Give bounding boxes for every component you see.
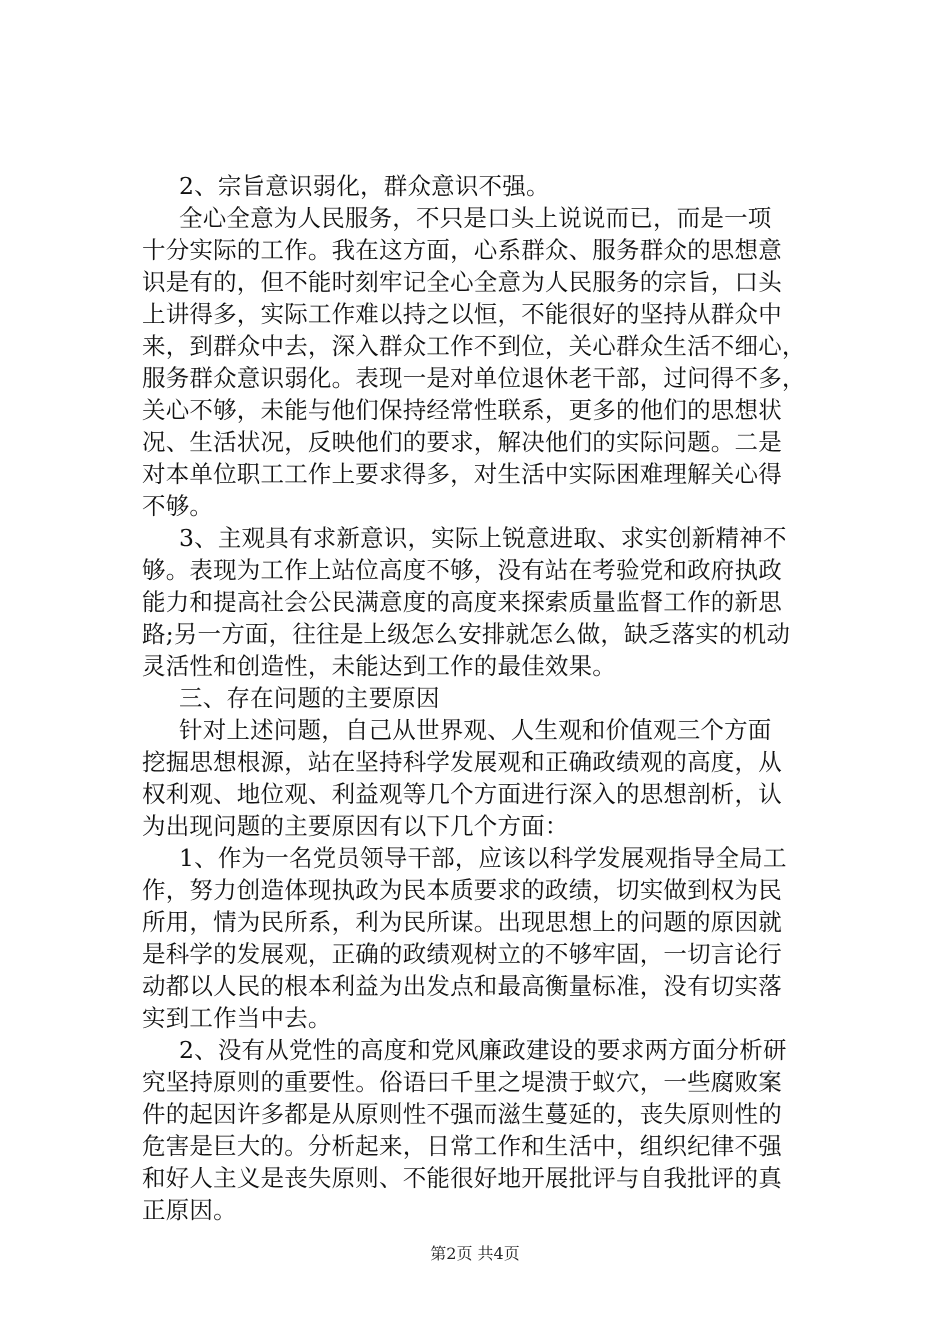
- text-line: 对本单位职工工作上要求得多，对生活中实际困难理解关心得: [142, 460, 782, 488]
- text-line: 况、生活状况，反映他们的要求，解决他们的实际问题。二是: [142, 428, 782, 456]
- text-line: 究坚持原则的重要性。俗语曰千里之堤溃于蚁穴，一些腐败案: [142, 1068, 782, 1096]
- text-line: 挖掘思想根源，站在坚持科学发展观和正确政绩观的高度，从: [142, 748, 782, 776]
- page-footer: 第2页 共4页: [430, 1244, 520, 1263]
- text-line: 权利观、地位观、利益观等几个方面进行深入的思想剖析，认: [142, 780, 782, 808]
- text-line: 能力和提高社会公民满意度的高度来探索质量监督工作的新思: [142, 588, 782, 616]
- text-line: 为出现问题的主要原因有以下几个方面：: [142, 812, 569, 840]
- text-line: 上讲得多，实际工作难以持之以恒，不能很好的坚持从群众中: [142, 300, 782, 328]
- text-line: 来，到群众中去，深入群众工作不到位，关心群众生活不细心，: [142, 332, 806, 360]
- text-line: 不够。: [142, 492, 214, 520]
- text-line: 识是有的，但不能时刻牢记全心全意为人民服务的宗旨，口头: [142, 268, 782, 296]
- text-line: 正原因。: [142, 1196, 237, 1224]
- text-line: 件的起因许多都是从原则性不强而滋生蔓延的，丧失原则性的: [142, 1100, 782, 1128]
- text-line: 关心不够，未能与他们保持经常性联系，更多的他们的思想状: [142, 396, 782, 424]
- text-line: 作，努力创造体现执政为民本质要求的政绩，切实做到权为民: [142, 876, 782, 904]
- text-line: 3、主观具有求新意识，实际上锐意进取、求实创新精神不: [179, 524, 787, 552]
- text-line: 和好人主义是丧失原则、不能很好地开展批评与自我批评的真: [142, 1164, 782, 1192]
- text-line: 2、宗旨意识弱化，群众意识不强。: [179, 172, 550, 200]
- text-line: 够。表现为工作上站位高度不够，没有站在考验党和政府执政: [142, 556, 782, 584]
- document-body: [142, 170, 832, 1226]
- text-line: 2、没有从党性的高度和党风廉政建设的要求两方面分析研: [179, 1036, 787, 1064]
- text-line: 服务群众意识弱化。表现一是对单位退休老干部，过问得不多，: [142, 364, 806, 392]
- text-line: 灵活性和创造性，未能达到工作的最佳效果。: [142, 652, 616, 680]
- text-line: 路;另一方面，往往是上级怎么安排就怎么做，缺乏落实的机动: [142, 620, 791, 648]
- text-line: 实到工作当中去。: [142, 1004, 332, 1032]
- text-line: 十分实际的工作。我在这方面，心系群众、服务群众的思想意: [142, 236, 782, 264]
- text-line: 所用，情为民所系，利为民所谋。出现思想上的问题的原因就: [142, 908, 782, 936]
- text-line: 危害是巨大的。分析起来，日常工作和生活中，组织纪律不强: [142, 1132, 782, 1160]
- text-line: 全心全意为人民服务，不只是口头上说说而已，而是一项: [179, 204, 772, 232]
- text-line: 针对上述问题，自己从世界观、人生观和价值观三个方面: [179, 716, 772, 744]
- text-line: 1、作为一名党员领导干部，应该以科学发展观指导全局工: [179, 844, 787, 872]
- text-line: 动都以人民的根本利益为出发点和最高衡量标准，没有切实落: [142, 972, 782, 1000]
- text-line: 是科学的发展观，正确的政绩观树立的不够牢固，一切言论行: [142, 940, 782, 968]
- text-line: 三、存在问题的主要原因: [179, 684, 440, 712]
